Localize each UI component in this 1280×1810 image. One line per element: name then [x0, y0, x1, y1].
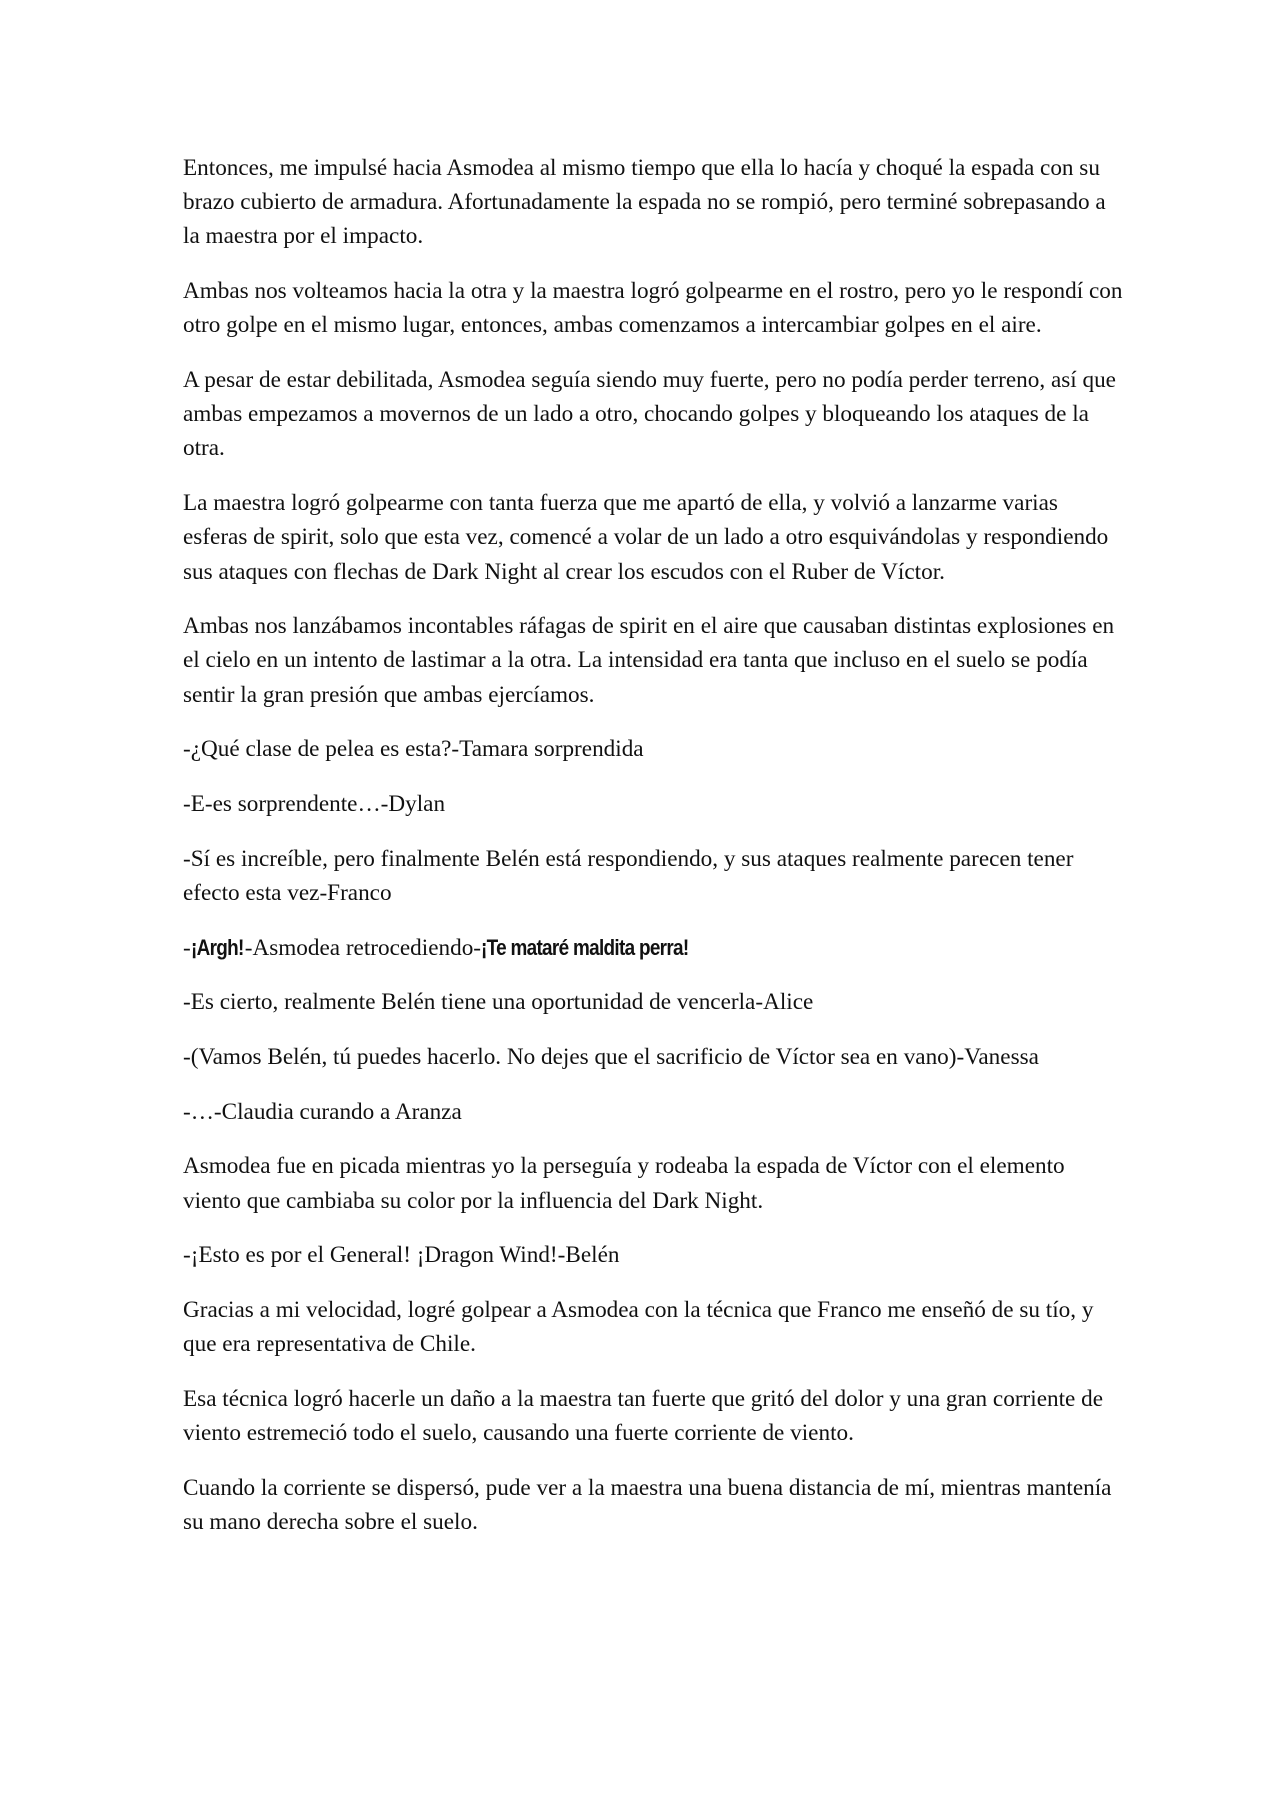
paragraph-4: La maestra logró golpearme con tanta fuerza que me apartó de ella, y volvió a lanzarme varias esferas de spirit, solo que esta vez, comencé a volar de un lado a otro esquivándolas y respondiendo sus ataques con flechas de Dark Night al crear los escudos con el Ruber de Víctor.	[183, 490, 1109, 585]
paragraph-9: Cuando la corriente se dispersó, pude ver a la maestra una buena distancia de mí, mientras mantenía su mano derecha sobre el suelo.	[183, 1474, 1112, 1536]
paragraph-5: Ambas nos lanzábamos incontables ráfagas de spirit en el aire que causaban distintas explosiones en el cielo en un intento de lastimar a la otra. La intensidad era tanta que incluso en el suelo se podía sentir la gran presión que ambas ejercíamos.	[183, 613, 1115, 708]
dialogue-franco: -Sí es increíble, pero finalmente Belén está respondiendo, y sus ataques realmente parecen tener efecto esta vez-Franco	[183, 845, 1074, 906]
dialogue-asmodea	[183, 931, 1123, 965]
story-text	[183, 151, 1123, 1560]
paragraph-3: A pesar de estar debilitada, Asmodea seguía siendo muy fuerte, pero no podía perder terreno, así que ambas empezamos a movernos de un lado a otro, chocando golpes y bloqueando los ataques de la otra.	[183, 367, 1116, 462]
dialogue-claudia: -…-Claudia curando a Aranza	[183, 1098, 462, 1125]
paragraph-7: Gracias a mi velocidad, logré golpear a Asmodea con la técnica que Franco me enseñó de su tío, y que era representativa de Chile.	[183, 1297, 1094, 1358]
dialogue-attribution: -Asmodea retrocediendo-	[244, 934, 482, 961]
paragraph-8: Esa técnica logró hacerle un daño a la maestra tan fuerte que gritó del dolor y una gran corriente de viento estremeció todo el suelo, causando una fuerte corriente de viento.	[183, 1385, 1104, 1447]
shout-argh: ¡Argh!	[190, 934, 244, 960]
dialogue-belen: -¡Esto es por el General! ¡Dragon Wind!-Belén	[183, 1242, 620, 1269]
dialogue-tamara: -¿Qué clase de pelea es esta?-Tamara sorprendida	[183, 736, 644, 763]
paragraph-2: Ambas nos volteamos hacia la otra y la maestra logró golpearme en el rostro, pero yo le respondí con otro golpe en el mismo lugar, entonces, ambas comenzamos a intercambiar golpes en el aire.	[183, 278, 1123, 339]
shout-threat: ¡Te mataré maldita perra!	[481, 934, 689, 960]
dialogue-dylan: -E-es sorprendente…-Dylan	[183, 791, 446, 818]
paragraph-6: Asmodea fue en picada mientras yo la perseguía y rodeaba la espada de Víctor con el elemento viento que cambiaba su color por la influencia del Dark Night.	[183, 1153, 1065, 1214]
dialogue-vanessa: -(Vamos Belén, tú puedes hacerlo. No dejes que el sacrificio de Víctor sea en vano)-Vanessa	[183, 1044, 1039, 1071]
paragraph-1: Entonces, me impulsé hacia Asmodea al mismo tiempo que ella lo hacía y choqué la espada con su brazo cubierto de armadura. Afortunadamente la espada no se rompió, pero terminé sobrepasando a la maestra por el impacto.	[183, 155, 1106, 250]
dialogue-alice: -Es cierto, realmente Belén tiene una oportunidad de vencerla-Alice	[183, 989, 814, 1016]
dialogue-dash: -	[183, 934, 191, 961]
